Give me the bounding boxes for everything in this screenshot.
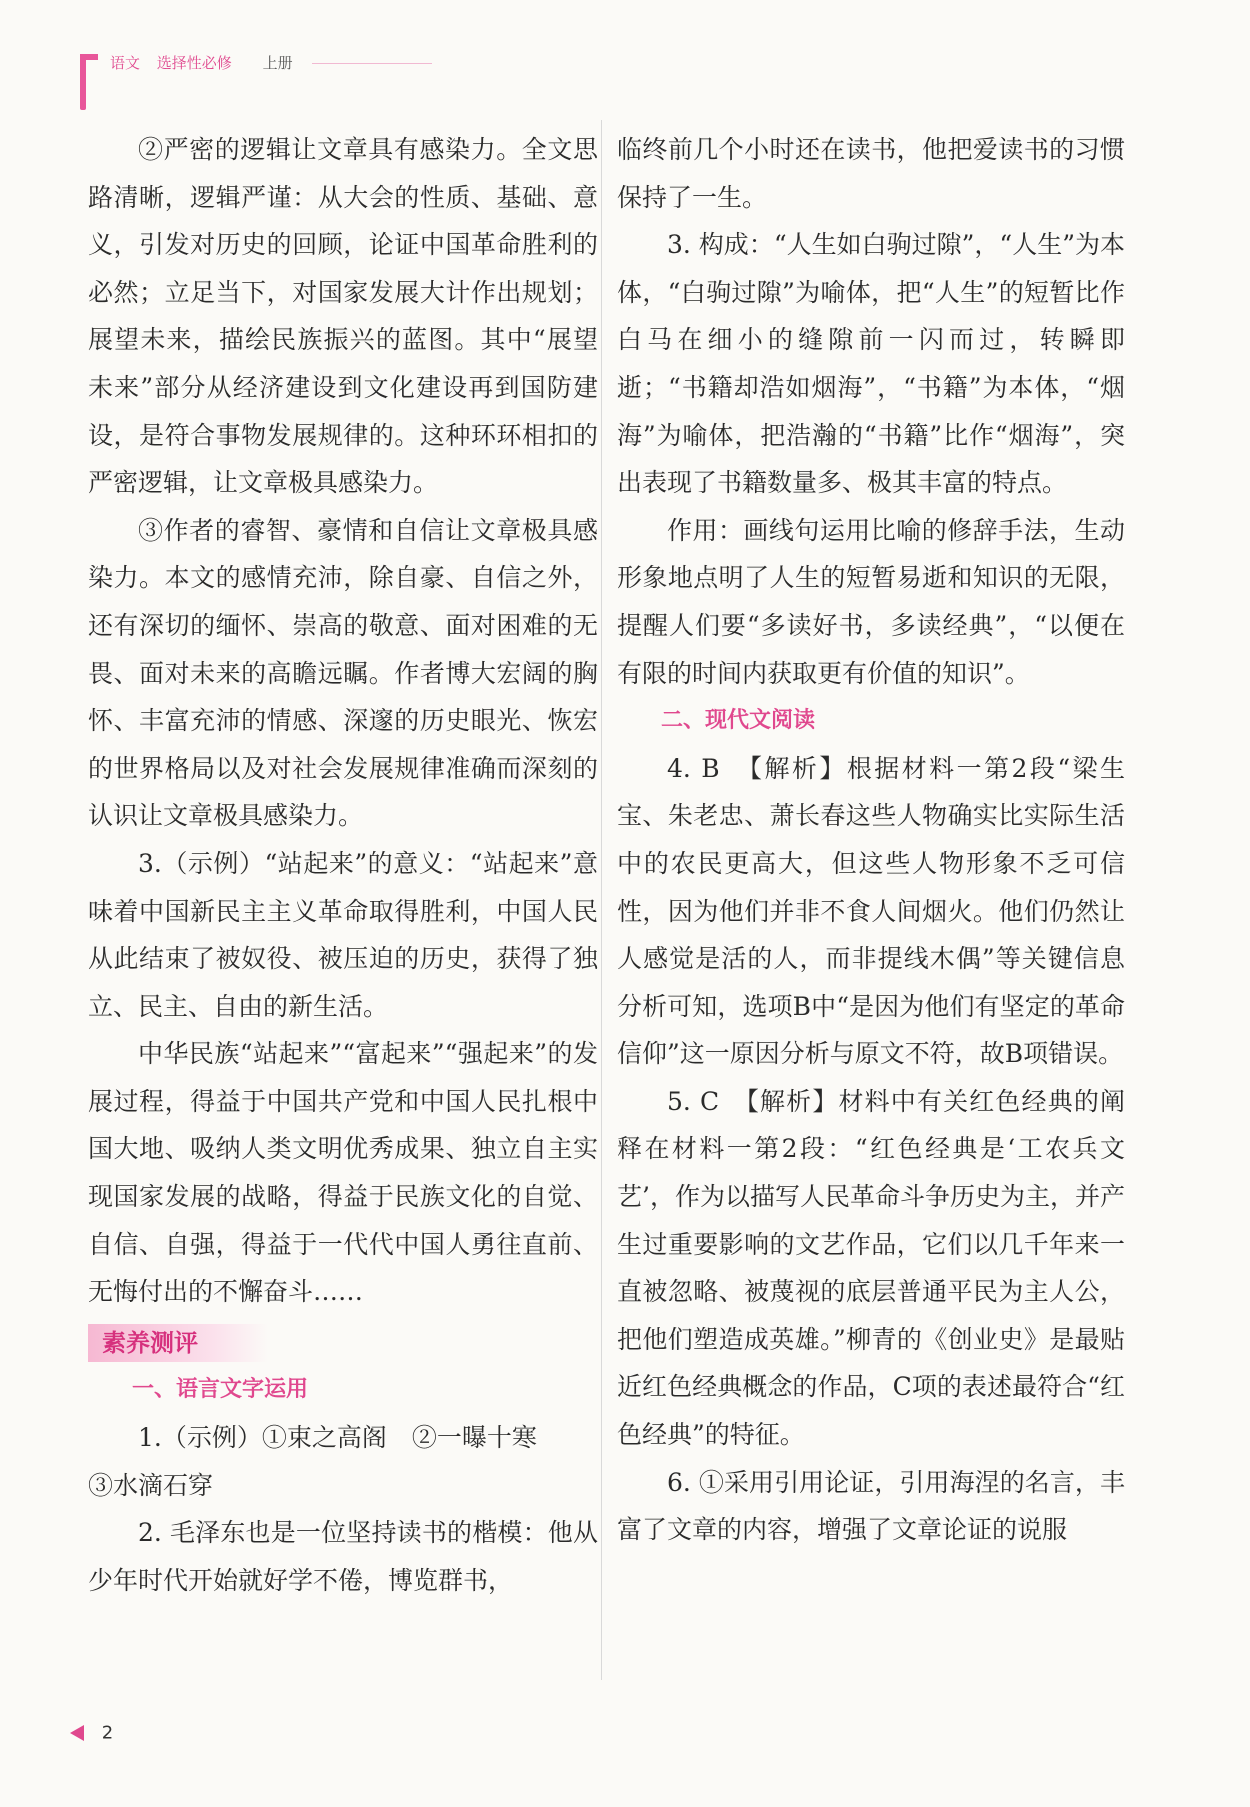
header-accent-bar (80, 54, 86, 110)
page-marker-icon (70, 1725, 84, 1741)
answer-line: 1.（示例）①束之高阁 ②一曝十寒 (138, 1423, 537, 1453)
paragraph: 3.（示例）“站起来”的意义：“站起来”意味着中国新民主主义革命取得胜利，中国人民从此结束了被奴役、被压迫的历史，获得了独立、民主、自由的新生活。 (88, 848, 598, 1021)
page-footer (70, 1722, 113, 1744)
section-banner: 素养测评 (88, 1324, 268, 1362)
paragraph: ③作者的睿智、豪情和自信让文章极具感染力。本文的感情充沛，除自豪、自信之外，还有深切的缅怀、崇高的敬意、面对困难的无畏、面对未来的高瞻远瞩。作者博大宏阔的胸怀、丰富充沛的情感、深邃的历史眼光、恢宏的世界格局以及对社会发展规律准确而深刻的认识让文章极具感染力。 (88, 515, 598, 831)
paragraph: ②严密的逻辑让文章具有感染力。全文思路清晰，逻辑严谨：从大会的性质、基础、意义，引发对历史的回顾，论证中国革命胜利的必然；立足当下，对国家发展大计作出规划；展望未来，描绘民族振兴的蓝图。其中“展望未来”部分从经济建设到文化建设再到国防建设，是符合事物发展规律的。这种环环相扣的严密逻辑，让文章极具感染力。 (88, 135, 598, 498)
section-heading: 一、语言文字运用 (132, 1377, 309, 1403)
header-subject: 语文 (110, 54, 141, 72)
column-divider (601, 120, 602, 1680)
paragraph: 中华民族“站起来”“富起来”“强起来”的发展过程，得益于中国共产党和中国人民扎根中国大地、吸纳人类文明优秀成果、独立自主实现国家发展的战略，得益于民族文化的自觉、自信、自强，得益于一代代中国人勇往直前、无悔付出的不懈奋斗…… (88, 1039, 598, 1307)
header-volume: 上册 (262, 54, 293, 72)
left-column (88, 126, 598, 1604)
paragraph: 4. B 【解析】根据材料一第2段“梁生宝、朱老忠、萧长春这些人物确实比实际生活中的农民更高大，但这些人物形象不乏可信性，因为他们并非不食人间烟火。他们仍然让人感觉是活的人，而非提线木偶”等关键信息分析可知，选项B中“是因为他们有坚定的革命信仰”这一原因分析与原文不符，故B项错误。 (617, 753, 1125, 1069)
header-book: 选择性必修 (156, 54, 232, 72)
page-number: 2 (101, 1722, 114, 1744)
paragraph: 临终前几个小时还在读书，他把爱读书的习惯保持了一生。 (617, 135, 1125, 212)
paragraph: 2. 毛泽东也是一位坚持读书的楷模：他从少年时代开始就好学不倦，博览群书， (88, 1518, 598, 1595)
paragraph: 6. ①采用引用论证，引用海涅的名言，丰富了文章的内容，增强了文章论证的说服 (617, 1467, 1125, 1545)
paragraph: 3. 构成：“人生如白驹过隙”，“人生”为本体，“白驹过隙”为喻体，把“人生”的短暂比作白马在细小的缝隙前一闪而过，转瞬即逝；“书籍却浩如烟海”，“书籍”为本体，“烟海”为喻体，把浩瀚的“书籍”比作“烟海”，突出表现了书籍数量多、极其丰富的特点。 (617, 230, 1125, 498)
header-rule (312, 63, 432, 64)
header-accent-corner (80, 54, 98, 60)
paragraph: 作用：画线句运用比喻的修辞手法，生动形象地点明了人生的短暂易逝和知识的无限，提醒人们要“多读好书，多读经典”，“以便在有限的时间内获取更有价值的知识”。 (617, 515, 1125, 688)
answer-line: ③水滴石穿 (88, 1470, 214, 1500)
running-header (110, 52, 305, 73)
right-column (617, 126, 1125, 1554)
paragraph: 5. C 【解析】材料中有关红色经典的阐释在材料一第2段：“红色经典是‘工农兵文艺’，作为以描写人民革命斗争历史为主，并产生过重要影响的文艺作品，它们以几千年来一直被忽略、被蔑视的底层普通平民为主人公，把他们塑造成英雄。”柳青的《创业史》是最贴近红色经典概念的作品，C项的表述最符合“红色经典”的特征。 (617, 1086, 1125, 1450)
section-heading: 二、现代文阅读 (661, 708, 816, 734)
